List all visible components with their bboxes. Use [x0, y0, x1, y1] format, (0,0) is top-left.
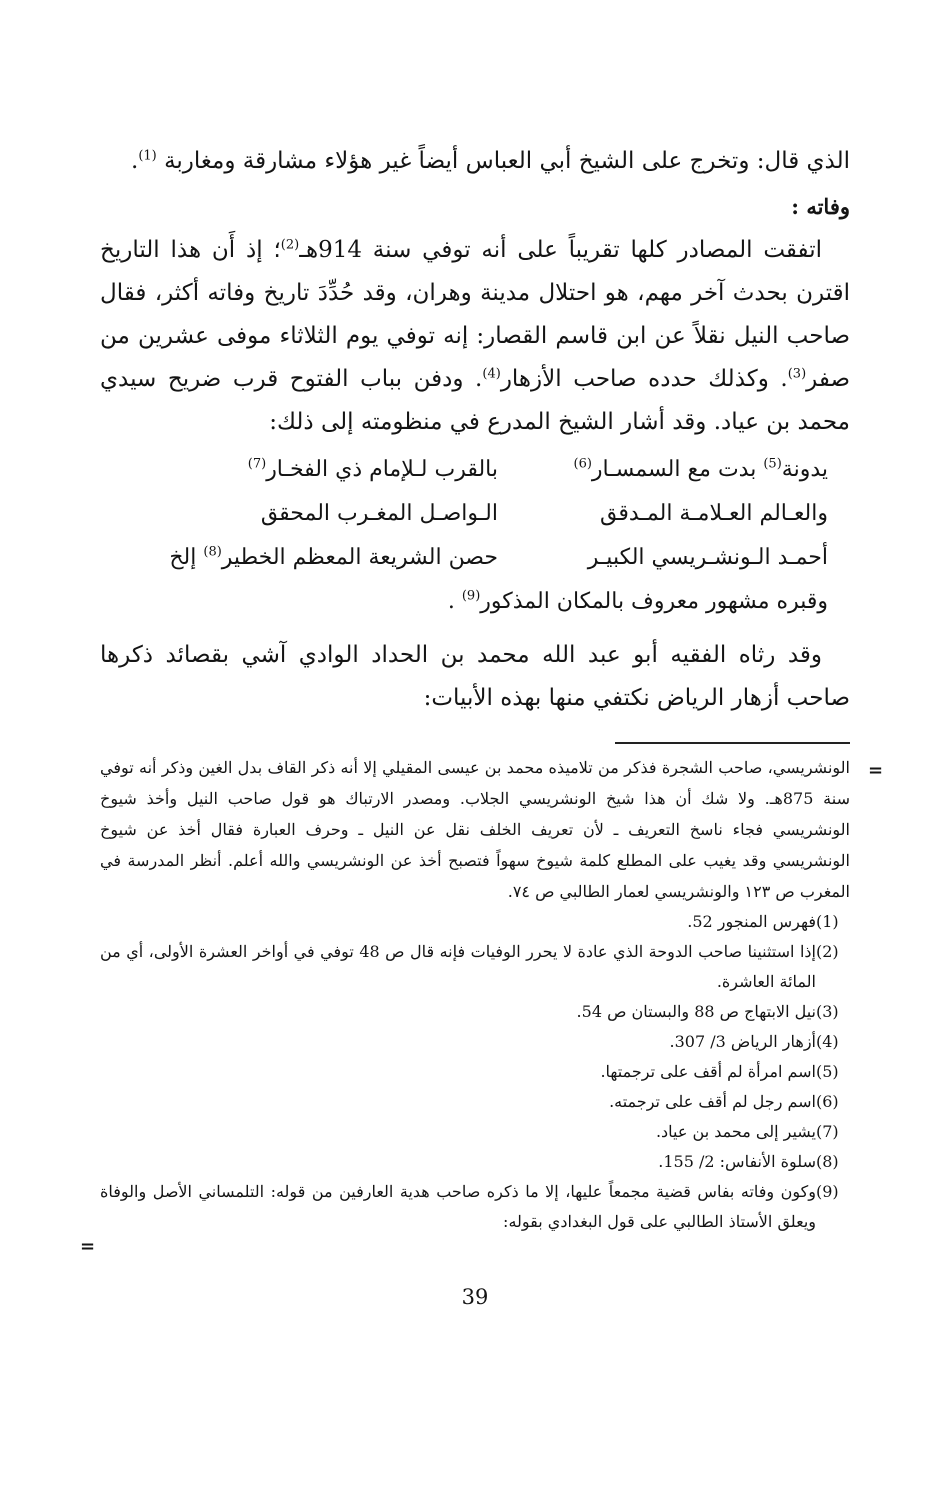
footnote-text: إذا استثنينا صاحب الدوحة الذي عادة لا يحرر الوفيات فإنه قال ص 48 توفي في أواخر العشرة الأولى، أي من المائة العاشرة.	[100, 942, 816, 991]
footnote-item	[100, 1147, 850, 1177]
section-heading: وفاته :	[791, 194, 850, 219]
paragraph-elegy: وقد رثاه الفقيه أبو عبد الله محمد بن الحداد الوادي آشي بقصائد ذكرها صاحب أزهار الرياض نكتفي منها بهذه الأبيات:	[100, 642, 850, 711]
footnote-ref-9: (9)	[461, 588, 481, 604]
footnote-text: وكون وفاته بفاس قضية مجمعاً عليها، إلا ما ذكره صاحب هدية العارفين من قوله: التلمساني الأصل والوفاة ويعلق الأستاذ الطالبي على قول البغدادي بقوله:	[100, 1182, 816, 1231]
footnote-text: اسم رجل لم أقف على ترجمته.	[609, 1092, 816, 1111]
footnote-separator	[615, 742, 850, 744]
footnote-number: (7)	[816, 1122, 839, 1141]
footnote-number: (6)	[816, 1092, 839, 1111]
footnote-number: (4)	[816, 1032, 839, 1051]
footnote-text: يشير إلى محمد بن عياد.	[655, 1122, 816, 1141]
footnote-number: (2)	[816, 942, 839, 961]
footnote-item	[100, 997, 850, 1027]
continued-from-mark: =	[868, 760, 884, 781]
opening-line: الذي قال: وتخرج على الشيخ أبي العباس أيضاً غير هؤلاء مشارقة ومغاربة $^{(1)}$.	[131, 148, 850, 174]
footnote-text: فهرس المنجور 52.	[687, 912, 816, 931]
footnote-number: (3)	[816, 1002, 839, 1021]
main-text	[100, 140, 850, 720]
footnote-item	[100, 1027, 850, 1057]
poem-verse	[100, 448, 850, 492]
footnote-number: (5)	[816, 1062, 839, 1081]
footnote-ref-2: (2)	[280, 237, 300, 253]
poem-tail-line: وقبره مشهور معروف بالمكان المذكور$^{(9)}$ .	[447, 588, 828, 614]
footnote-ref-4: (4)	[482, 366, 501, 382]
paragraph-death: اتفقت المصادر كلها تقريباً على أنه توفي سنة 914هـ$^{(2)}$؛ إذ أَن هذا التاريخ اقترن بحدث آخر مهم، هو احتلال مدينة وهران، وقد حُدِّدَ تاريخ وفاته أكثر، فقال صاحب النيل نقلاً عن ابن قاسم القصار: إنه توفي يوم الثلاثاء موفى عشرين من صفر$^{(3)}$. وكذلك حدده صاحب الأزهار$^{(4)}$. ودفن بباب الفتوح قرب ضريح سيدي محمد بن عياد. وقد أشار الشيخ المدرع في منظومته إلى ذلك:	[100, 237, 850, 435]
poem-hemistich-second: الـواصـل المغـرب المحقق	[260, 501, 498, 526]
footnote-text: سلوة الأنفاس: 2/ 155.	[658, 1152, 816, 1171]
footnote-item	[100, 1117, 850, 1147]
poem	[100, 448, 850, 624]
footnote-number: (8)	[816, 1152, 839, 1171]
footnote-text: نيل الابتهاج ص 88 والبستان ص 54.	[576, 1002, 816, 1021]
poem-hemistich-first: والعـالم العـلامـة المـدقق	[600, 501, 828, 526]
poem-hemistich-second: بالقرب لـلإمام ذي الفخـار$^{(7)}$	[247, 456, 498, 482]
continued-to-mark: =	[80, 1236, 96, 1257]
footnote-ref-7: (7)	[247, 456, 267, 472]
poem-hemistich-first: يدونة$^{(5)}$ بدت مع السمسـار$^{(6)}$	[573, 456, 828, 482]
footnote-ref-8: (8)	[203, 544, 222, 560]
footnote-ref-6: (6)	[573, 456, 592, 472]
footnote-item	[100, 1057, 850, 1087]
footnote-item	[100, 937, 850, 997]
footnote-ref-3: (3)	[787, 366, 807, 382]
footnote-item	[100, 907, 850, 937]
footnote-number: (9)	[816, 1182, 839, 1201]
footnote-continuation: الونشريسي، صاحب الشجرة فذكر من تلاميذه محمد بن عيسى المقيلي إلا أنه ذكر القاف بدل الغين وذكر أنه توفي سنة 875هـ. ولا شك أن هذا شيخ الونشريسي الجلاب. ومصدر الارتباك هو قول صاحب النيل وأخذ شيوخ الونشريسي فجاء ناسخ التعريف ـ لأن تعريف الخلف نقل عن النيل ـ وحرف العبارة فقال أخذ عن شيوخ الونشريسي وقد يغيب على المطلع كلمة شيوخ سهواً فتصبح أخذ عن الونشريسي والله أعلم. أنظر المدرسة في المغرب ص ١٢٣ والونشريسي لعمار الطالبي ص ٧٤.	[100, 758, 850, 901]
footnotes-section	[100, 742, 850, 1237]
poem-hemistich-first: أحمـد الـونشـريسي الكبيـر	[587, 545, 828, 570]
footnote-item	[100, 1177, 850, 1237]
footnote-text: اسم امرأة لم أقف على ترجمتها.	[600, 1062, 816, 1081]
poem-verse	[100, 536, 850, 580]
page-number: 39	[461, 1285, 489, 1309]
poem-hemistich-second: حصن الشريعة المعظم الخطير$^{(8)}$ إلخ	[169, 544, 498, 570]
poem-verse	[100, 492, 850, 536]
footnote-ref-1: (1)	[138, 148, 157, 164]
footnote-item	[100, 1087, 850, 1117]
footnote-ref-5: (5)	[763, 456, 782, 472]
footnote-text: أزهار الرياض 3/ 307.	[669, 1032, 816, 1051]
footnote-number: (1)	[816, 912, 839, 931]
